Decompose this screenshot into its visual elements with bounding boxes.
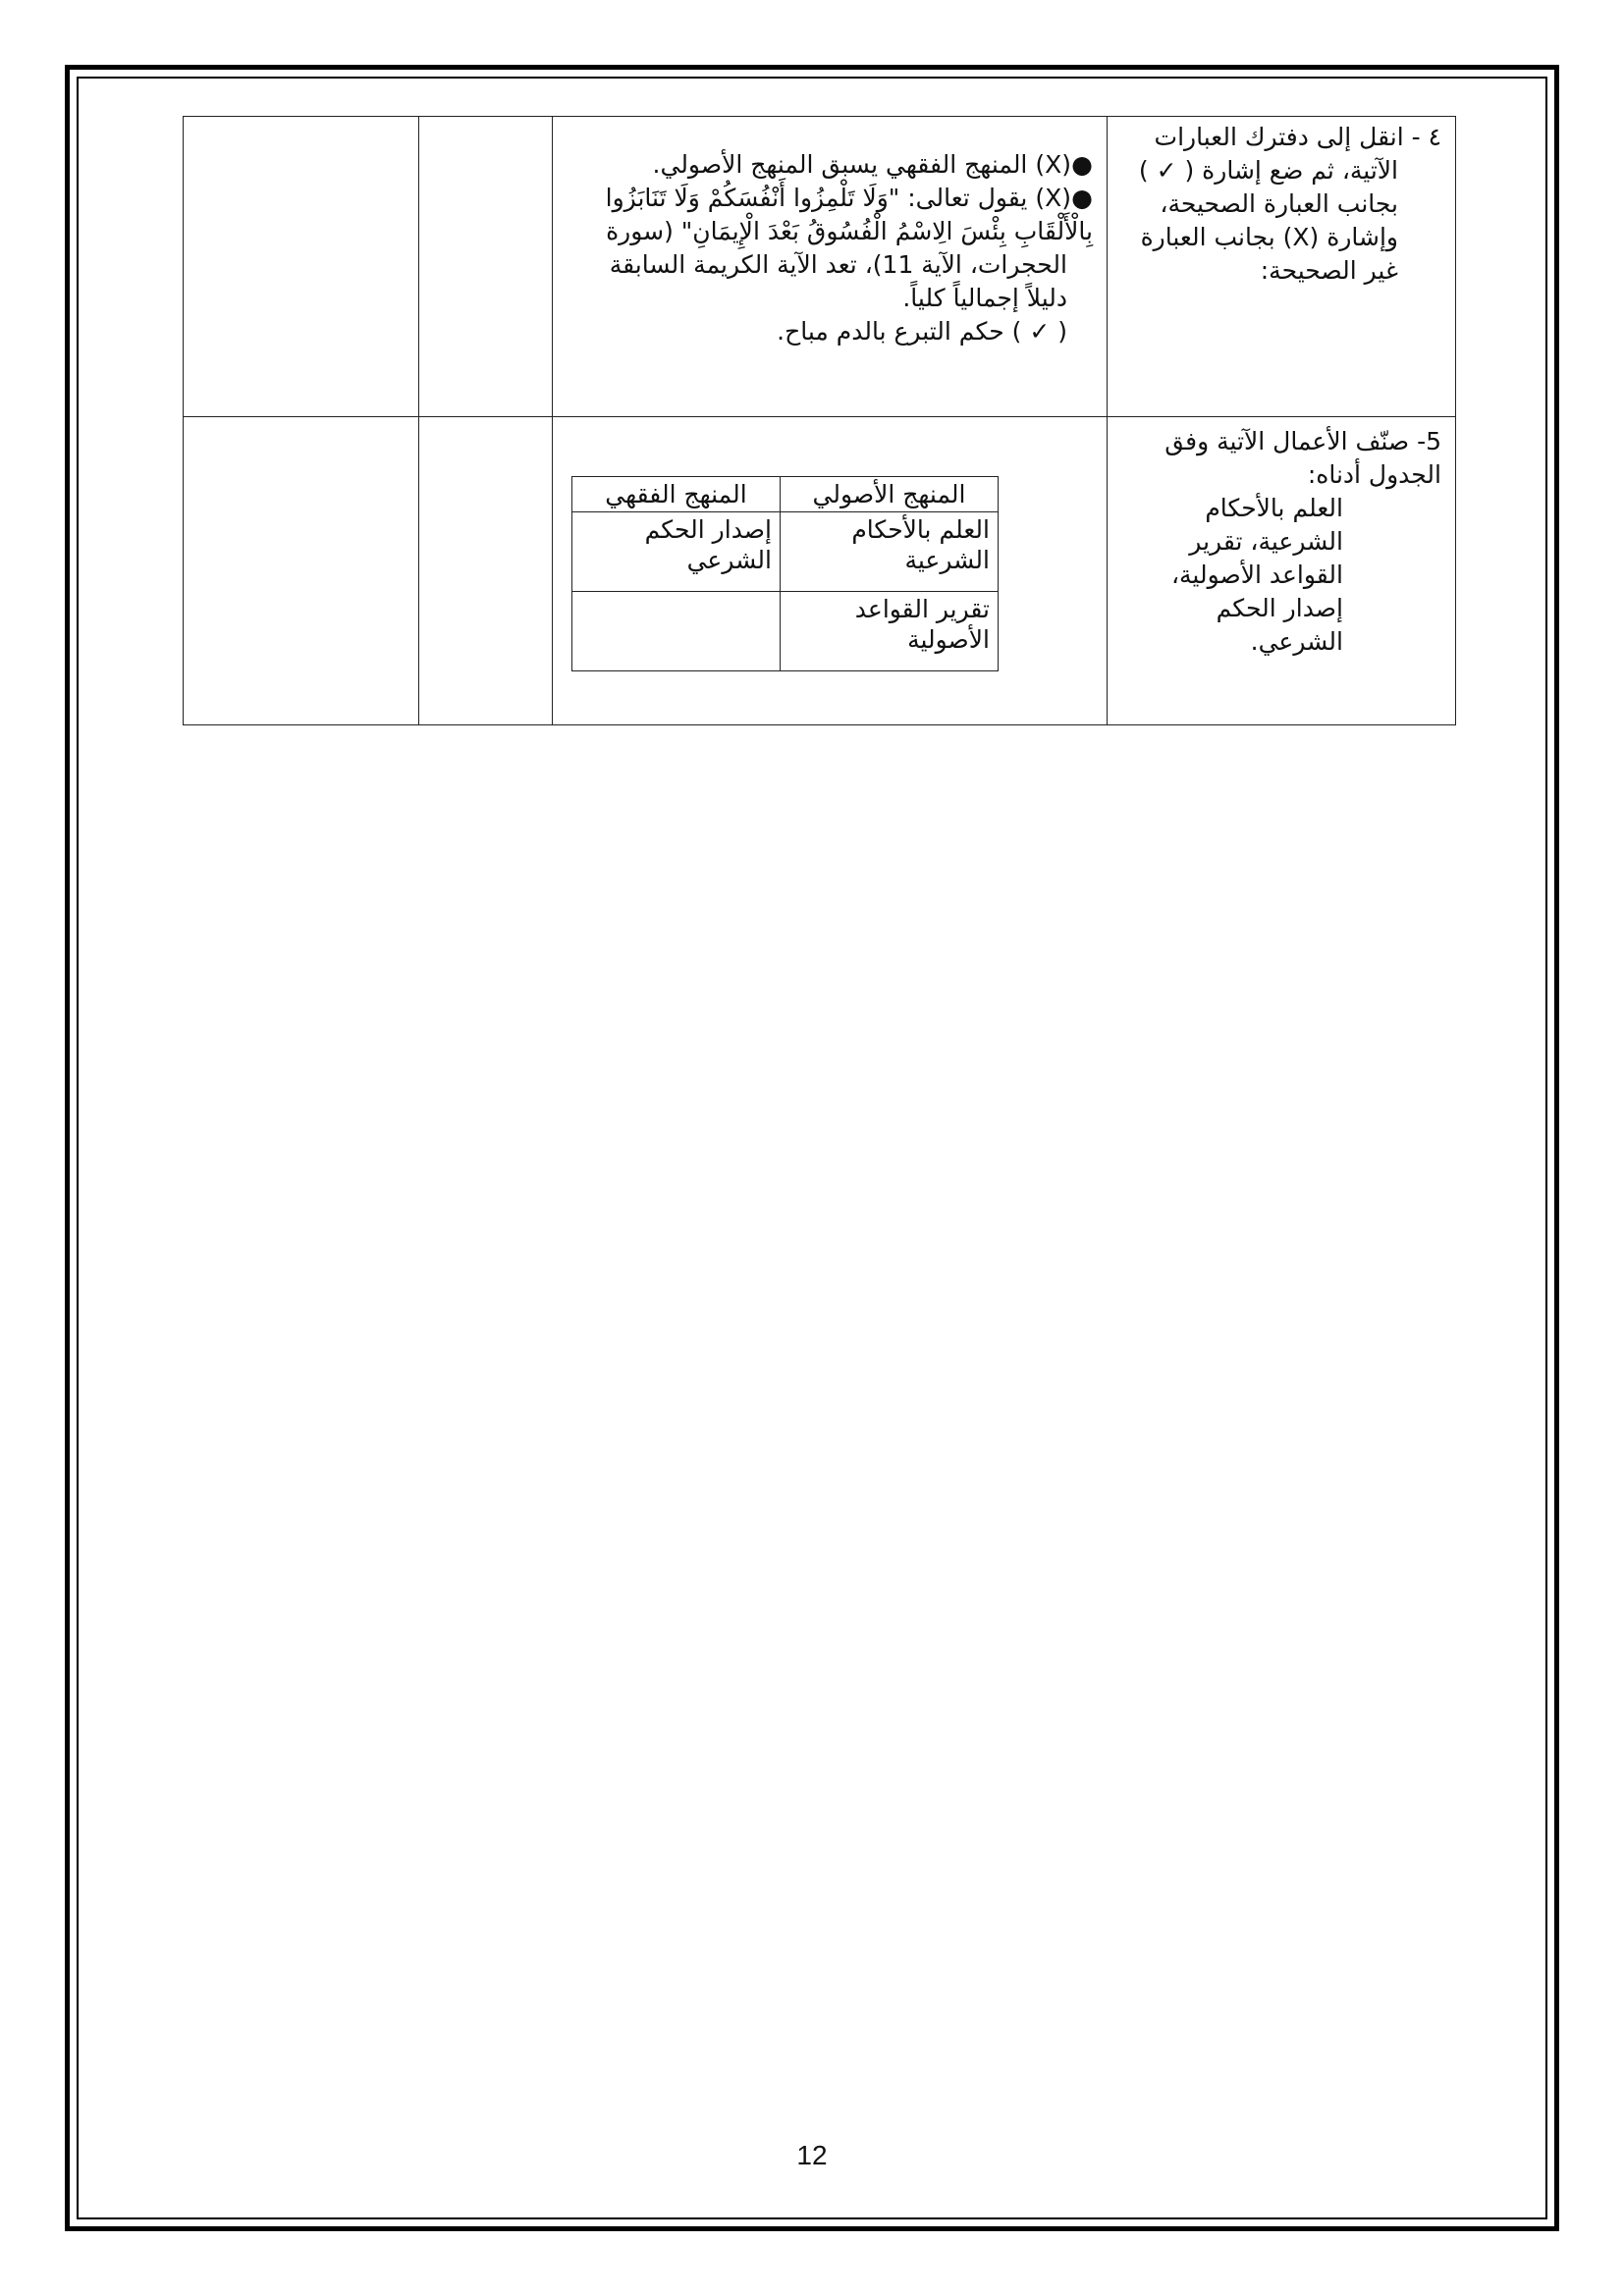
answer-text: (X) المنهج الفقهي يسبق المنهج الأصولي.	[652, 150, 1071, 179]
table-row	[572, 512, 999, 592]
question-row-5	[184, 417, 1456, 725]
question-4-line: بجانب العبارة الصحيحة،	[1160, 189, 1398, 218]
answer-5-cell	[553, 417, 1108, 725]
answer-text: ( ✓ ) حكم التبرع بالدم مباح.	[777, 317, 1067, 346]
empty-cell	[184, 417, 419, 725]
question-5-line: القواعد الأصولية،	[1170, 561, 1343, 589]
answer-4-cell	[553, 117, 1108, 417]
question-5-line: العلم بالأحكام	[1205, 494, 1343, 522]
answer-text: (X) يقول تعالى: "وَلَا تَلْمِزُوا أَنْفُسَكُمْ وَلَا تَنَابَزُوا	[605, 184, 1071, 212]
question-4-cell	[1108, 117, 1456, 417]
question-5-line: الجدول أدناه:	[1307, 460, 1441, 489]
answer-text: بِالْأَلْقَابِ بِئْسَ الِاسْمُ الْفُسُوقُ بَعْدَ الْإِيمَانِ" (سورة	[606, 217, 1093, 245]
question-5-line: الشرعية، تقرير	[1189, 527, 1343, 556]
column-header: المنهج الفقهي	[572, 477, 781, 512]
question-row-4	[184, 117, 1456, 417]
answer-text: الحجرات، الآية 11)، تعد الآية الكريمة السابقة	[609, 250, 1067, 279]
bullet-icon: ●	[1071, 184, 1093, 212]
classification-table	[571, 476, 999, 671]
question-5-line: الشرعي.	[1250, 627, 1343, 656]
bullet-icon: ●	[1071, 150, 1093, 179]
page-number: 12	[796, 2140, 828, 2170]
question-4-line: ٤ - انقل إلى دفترك العبارات	[1154, 123, 1441, 151]
question-5-line: 5- صنّف الأعمال الآتية وفق	[1164, 427, 1441, 455]
table-cell: العلم بالأحكام الشرعية	[781, 512, 999, 592]
table-row	[572, 592, 999, 671]
question-4-line: غير الصحيحة:	[1260, 256, 1398, 285]
empty-cell	[184, 117, 419, 417]
classification-header-row	[572, 477, 999, 512]
empty-cell	[419, 117, 553, 417]
answer-text: دليلاً إجمالياً كلياً.	[902, 284, 1067, 312]
column-header: المنهج الأصولي	[781, 477, 999, 512]
worksheet-table	[183, 116, 1456, 725]
table-cell	[572, 592, 781, 671]
answer-item	[563, 148, 1093, 182]
question-5-line: إصدار الحكم	[1216, 594, 1343, 622]
question-4-line: وإشارة (X) بجانب العبارة	[1140, 223, 1398, 251]
table-cell: إصدار الحكم الشرعي	[572, 512, 781, 592]
table-cell: تقرير القواعد الأصولية	[781, 592, 999, 671]
question-4-line: الآتية، ثم ضع إشارة ( ✓ )	[1138, 156, 1398, 185]
answer-item	[563, 182, 1093, 215]
empty-cell	[419, 417, 553, 725]
question-5-cell	[1108, 417, 1456, 725]
